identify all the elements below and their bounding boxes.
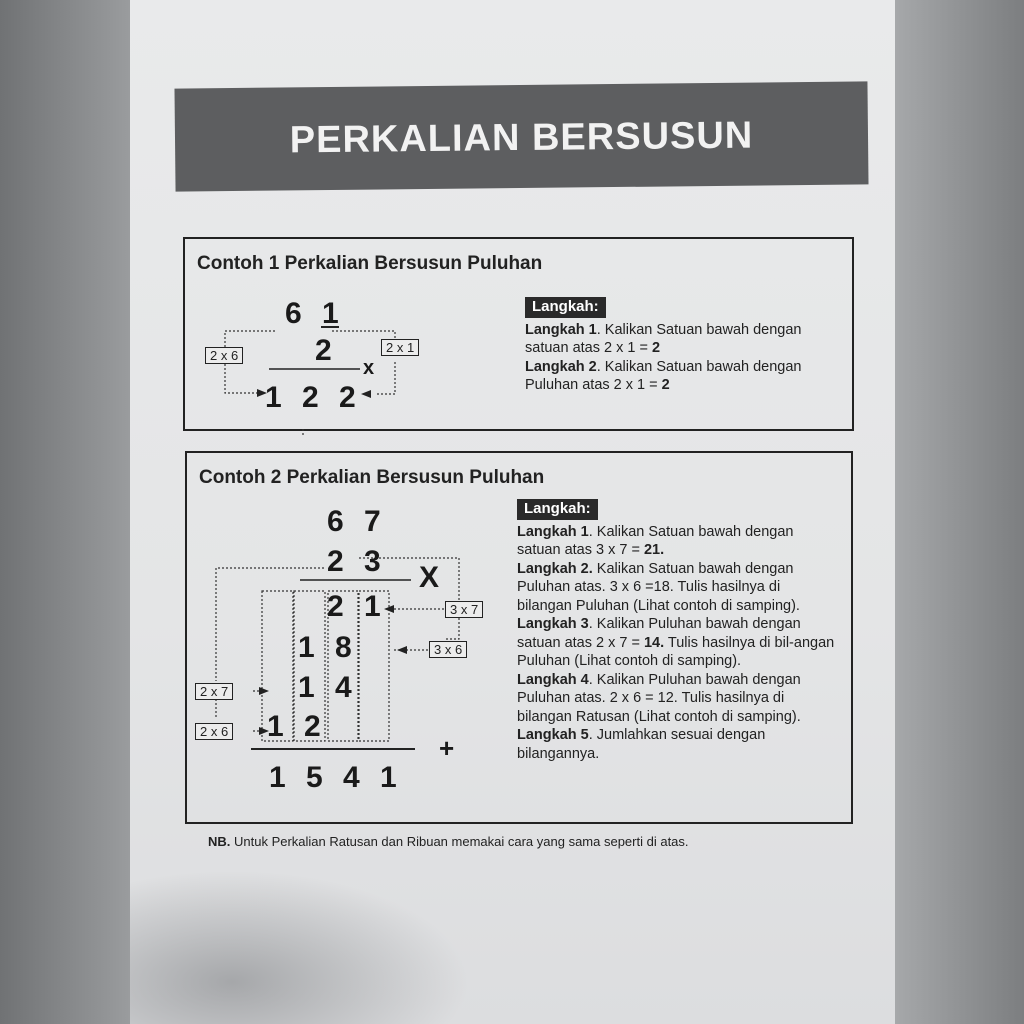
example-1-top-number: 6 1	[285, 297, 345, 330]
footnote: NB. Untuk Perkalian Ratusan dan Ribuan memakai cara yang sama seperti di atas.	[208, 834, 689, 849]
example-2-step: Langkah 2. Kalikan Satuan bawah dengan Puluhan atas. 3 x 6 =18. Tulis hasilnya di bilangan Puluhan (Lihat contoh di samping).	[517, 560, 800, 614]
example-2-partial-18: 1 8	[298, 631, 358, 664]
example-2-partial-12: 1 2	[267, 710, 327, 743]
example-1-bottom-number: 2	[315, 334, 338, 367]
example-1-result: 1 2 2	[265, 381, 362, 414]
example-1-step: Langkah 1. Kalikan Satuan bawah dengan satuan atas 2 x 1 = 2	[525, 321, 802, 356]
example-2-step: Langkah 3. Kalikan Puluhan bawah dengan satuan atas 2 x 7 = 14. Tulis hasilnya di bil-angan Puluhan (Lihat contoh di samping).	[517, 616, 835, 669]
example-2-step: Langkah 1. Kalikan Satuan bawah dengan satuan atas 3 x 7 = 21.	[517, 523, 794, 558]
example-1-tag-2x1: 2 x 1	[381, 339, 419, 356]
shadow	[130, 870, 470, 1024]
example-2-partial-21: 2 1	[327, 590, 387, 623]
example-1-steps-label: Langkah:	[525, 297, 606, 318]
example-2-result: 1 5 4 1	[269, 761, 403, 794]
example-2-plus-sign: +	[439, 733, 455, 763]
example-2-partial-14: 1 4	[298, 671, 358, 704]
example-2-bottom-number: 2 3	[327, 545, 387, 578]
background-right	[895, 0, 1024, 1024]
example-2-steps-label: Langkah:	[517, 499, 598, 520]
example-2-tag-3x6: 3 x 6	[429, 641, 467, 658]
example-2-step: Langkah 4. Kalikan Puluhan bawah dengan Puluhan atas. 2 x 6 = 12. Tulis hasilnya di bilangan Ratusan (Lihat contoh di samping).	[517, 671, 801, 725]
example-2-multiply-sign: X	[419, 561, 440, 594]
example-2-tag-2x7: 2 x 7	[195, 683, 233, 700]
example-1-multiply-sign: x	[363, 357, 375, 379]
background-left	[0, 0, 130, 1024]
example-1-tag-2x6: 2 x 6	[205, 347, 243, 364]
page-title: PERKALIAN BERSUSUN	[289, 114, 754, 162]
worksheet-page	[130, 0, 895, 1024]
example-2-steps	[517, 499, 837, 763]
example-2-step: Langkah 5. Jumlahkan sesuai dengan bilangannya.	[517, 727, 766, 762]
example-2-heading: Contoh 2 Perkalian Bersusun Puluhan	[199, 467, 545, 488]
example-1-box	[183, 237, 854, 431]
example-1-steps	[525, 297, 845, 395]
example-2-tag-2x6: 2 x 6	[195, 723, 233, 740]
title-banner	[174, 81, 868, 191]
example-2-top-number: 6 7	[327, 505, 387, 538]
example-2-box	[185, 451, 853, 824]
example-1-heading: Contoh 1 Perkalian Bersusun Puluhan	[197, 253, 543, 274]
example-2-tag-3x7: 3 x 7	[445, 601, 483, 618]
example-1-step: Langkah 2. Kalikan Satuan bawah dengan Puluhan atas 2 x 1 = 2	[525, 358, 802, 393]
